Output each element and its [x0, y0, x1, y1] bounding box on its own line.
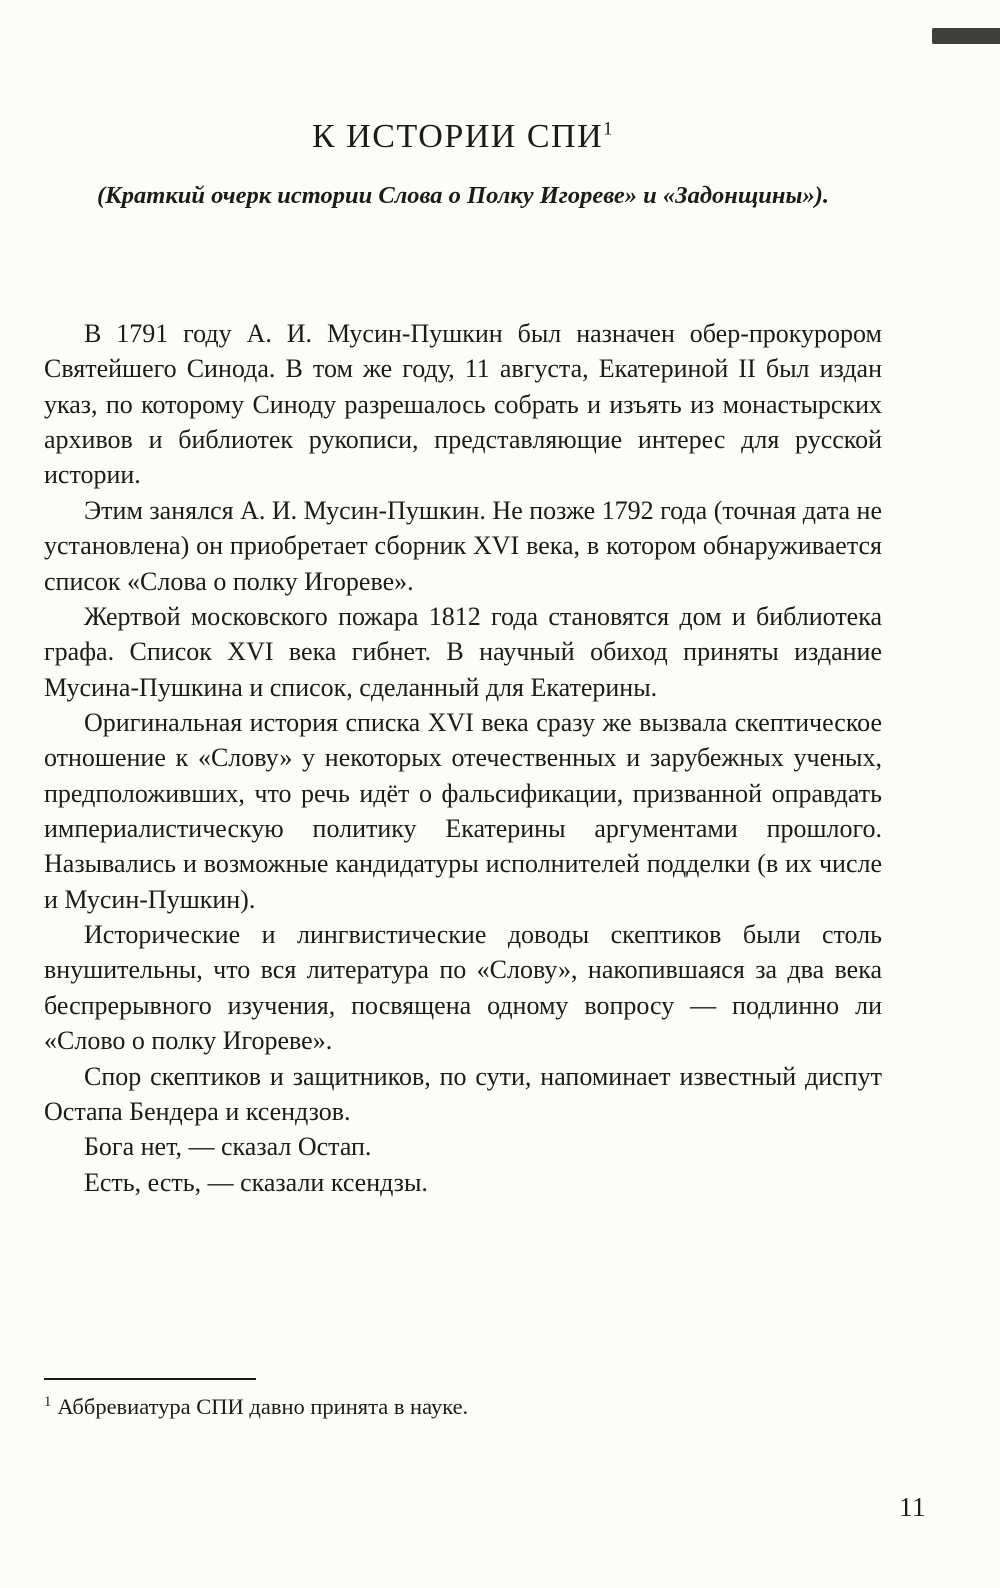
- text-column: [44, 0, 882, 1200]
- page-number: 11: [899, 1492, 926, 1522]
- paragraph: В 1791 году А. И. Мусин-Пушкин был назначен обер-прокурором Святейшего Синода. В том же году, 11 августа, Екатериной II был издан указ, по которому Синоду разрешалось собрать и изъять из монастырских архивов и библиотек рукописи, представляющие интерес для русской истории.: [44, 319, 882, 490]
- paragraph: Этим занялся А. И. Мусин-Пушкин. Не позже 1792 года (точная дата не установлена) он приобретает сборник XVI века, в котором обнаруживается список «Слова о полку Игореве».: [44, 495, 882, 596]
- body-text: [44, 316, 882, 1200]
- scan-edge-artifact: [932, 28, 1000, 44]
- paragraph-dialogue: Бога нет, — сказал Остап.: [84, 1132, 372, 1162]
- footnote-text: [44, 1392, 882, 1421]
- title-footnote-marker: 1: [603, 118, 614, 140]
- paragraph: Оригинальная история списка XVI века сразу же вызвала скептическое отношение к «Слову» у некоторых отечественных и зарубежных ученых, предположивших, что речь идёт о фальсификации, призванной оправдать империалистическую политику Екатерины аргументами прошлого. Назывались и возможные кандидатуры исполнителей подделки (в их числе и Мусин-Пушкин).: [44, 707, 882, 914]
- paragraph: Исторические и лингвистические доводы скептиков были столь внушительны, что вся литература по «Слову», накопившаяся за два века беспрерывного изучения, посвящена одному вопросу — подлинно ли «Слово о полку Игореве».: [44, 920, 882, 1056]
- title-block: [44, 118, 882, 212]
- page-title: [44, 118, 882, 155]
- page-title-text: К ИСТОРИИ СПИ: [312, 118, 604, 155]
- footnote-separator: [44, 1378, 256, 1380]
- paragraph: Жертвой московского пожара 1812 года становятся дом и библиотека графа. Список XVI века гибнет. В научный обиход приняты издание Мусина-Пушкина и список, сделанный для Екатерины.: [44, 601, 882, 702]
- footnote-body: Аббревиатура СПИ давно принята в науке.: [57, 1394, 469, 1419]
- paragraph-dialogue: Есть, есть, — сказали ксендзы.: [84, 1167, 428, 1197]
- page-subtitle: (Краткий очерк истории Слова о Полку Игореве» и «Задонщины»).: [96, 182, 830, 210]
- footnote-block: [44, 1378, 882, 1421]
- footnote-marker: 1: [44, 1393, 52, 1410]
- paragraph: Спор скептиков и защитников, по сути, напоминает известный диспут Остапа Бендера и ксендзов.: [44, 1061, 882, 1126]
